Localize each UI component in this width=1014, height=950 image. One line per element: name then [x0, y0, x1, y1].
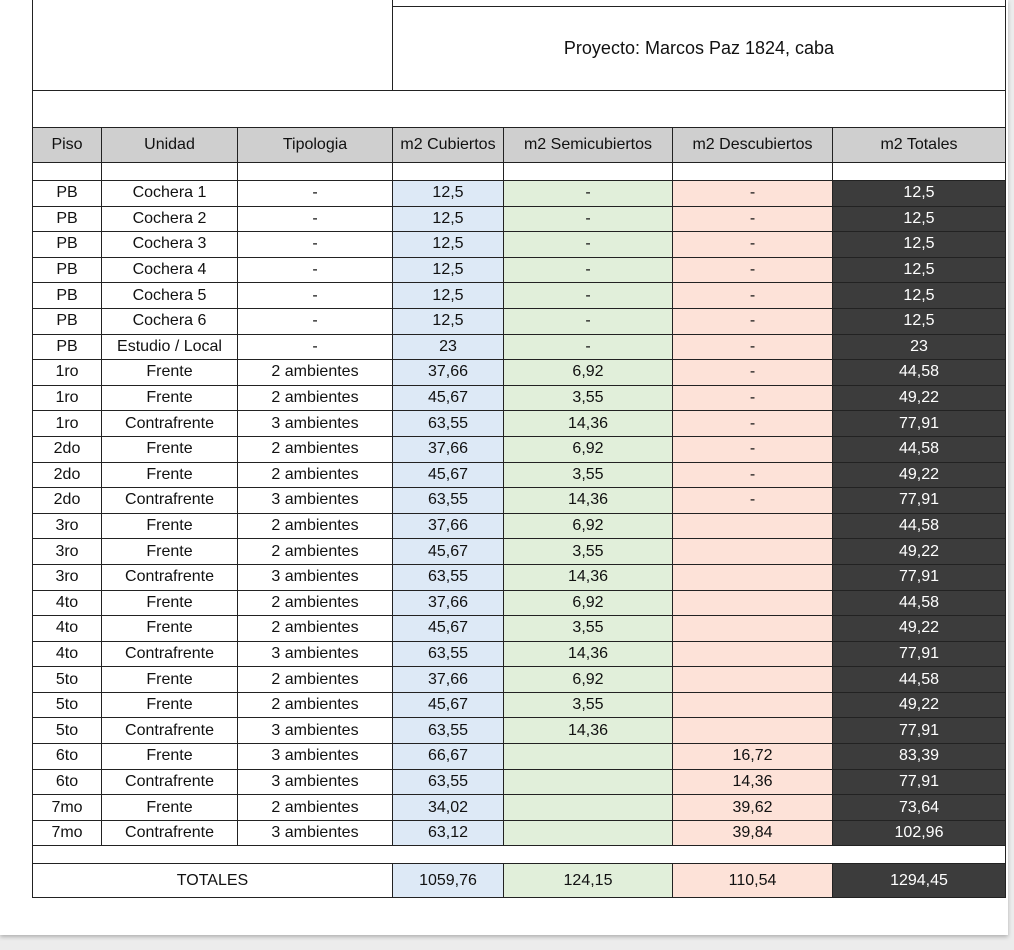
cell-semicubiertos: 6,92	[504, 590, 673, 616]
cell-semicubiertos: 3,55	[504, 616, 673, 642]
cell-cubiertos: 63,12	[393, 820, 504, 846]
table-row	[33, 564, 1006, 590]
cell-piso: 4to	[33, 590, 102, 616]
cell-descubiertos: -	[673, 411, 833, 437]
cell-descubiertos: -	[673, 385, 833, 411]
cell-cubiertos: 37,66	[393, 436, 504, 462]
cell-descubiertos: -	[673, 206, 833, 232]
cell-totales: 49,22	[833, 539, 1006, 565]
table-row	[33, 360, 1006, 386]
cell-cubiertos: 63,55	[393, 718, 504, 744]
cell-unidad: Frente	[102, 462, 238, 488]
column-header-totales: m2 Totales	[833, 128, 1006, 163]
cell-cubiertos: 37,66	[393, 667, 504, 693]
cell-cubiertos: 37,66	[393, 513, 504, 539]
cell-descubiertos: 16,72	[673, 744, 833, 770]
cell-piso: PB	[33, 283, 102, 309]
cell-totales: 44,58	[833, 360, 1006, 386]
totals-label: TOTALES	[33, 864, 393, 898]
cell-semicubiertos: -	[504, 334, 673, 360]
cell-semicubiertos	[504, 820, 673, 846]
cell-tipologia: 3 ambientes	[238, 411, 393, 437]
cell-semicubiertos: 14,36	[504, 411, 673, 437]
cell-totales: 12,5	[833, 283, 1006, 309]
cell-piso: 6to	[33, 769, 102, 795]
cell-cubiertos: 63,55	[393, 564, 504, 590]
cell-descubiertos	[673, 641, 833, 667]
table-row	[33, 616, 1006, 642]
cell-tipologia: -	[238, 257, 393, 283]
cell-tipologia: 3 ambientes	[238, 744, 393, 770]
table-row	[33, 488, 1006, 514]
cell-piso: 3ro	[33, 513, 102, 539]
cell-tipologia: 2 ambientes	[238, 360, 393, 386]
total-totales: 1294,45	[833, 864, 1006, 898]
cell-tipologia: 2 ambientes	[238, 590, 393, 616]
cell-piso: 2do	[33, 488, 102, 514]
table-row	[33, 232, 1006, 258]
cell-semicubiertos	[504, 795, 673, 821]
cell-tipologia: 3 ambientes	[238, 718, 393, 744]
cell-totales: 77,91	[833, 718, 1006, 744]
cell-unidad: Cochera 5	[102, 283, 238, 309]
column-header-tipologia: Tipologia	[238, 128, 393, 163]
cell-unidad: Frente	[102, 385, 238, 411]
cell-descubiertos: -	[673, 462, 833, 488]
table-row	[33, 513, 1006, 539]
total-semicubiertos: 124,15	[504, 864, 673, 898]
cell-piso: 4to	[33, 641, 102, 667]
table-row	[33, 436, 1006, 462]
cell-piso: PB	[33, 257, 102, 283]
column-header-unidad: Unidad	[102, 128, 238, 163]
cell-piso: 5to	[33, 692, 102, 718]
cell-cubiertos: 63,55	[393, 641, 504, 667]
cell-tipologia: 2 ambientes	[238, 385, 393, 411]
cell-semicubiertos: 14,36	[504, 564, 673, 590]
cell-descubiertos	[673, 513, 833, 539]
cell-piso: PB	[33, 232, 102, 258]
cell-totales: 73,64	[833, 795, 1006, 821]
cell-descubiertos: -	[673, 436, 833, 462]
cell-piso: 6to	[33, 744, 102, 770]
table-row	[33, 308, 1006, 334]
cell-semicubiertos: 3,55	[504, 385, 673, 411]
cell-semicubiertos: -	[504, 257, 673, 283]
table-row	[33, 539, 1006, 565]
cell-piso: PB	[33, 206, 102, 232]
cell-unidad: Frente	[102, 513, 238, 539]
table-row	[33, 641, 1006, 667]
cell-tipologia: 2 ambientes	[238, 667, 393, 693]
cell-piso: 2do	[33, 436, 102, 462]
cell-unidad: Contrafrente	[102, 718, 238, 744]
cell-piso: PB	[33, 308, 102, 334]
cell-tipologia: 2 ambientes	[238, 462, 393, 488]
cell-tipologia: 2 ambientes	[238, 616, 393, 642]
cell-piso: 7mo	[33, 795, 102, 821]
cell-cubiertos: 45,67	[393, 616, 504, 642]
cell-cubiertos: 63,55	[393, 411, 504, 437]
cell-piso: 1ro	[33, 360, 102, 386]
cell-descubiertos: -	[673, 283, 833, 309]
cell-unidad: Frente	[102, 616, 238, 642]
table-row	[33, 718, 1006, 744]
cell-totales: 44,58	[833, 436, 1006, 462]
cell-unidad: Contrafrente	[102, 488, 238, 514]
cell-semicubiertos: -	[504, 206, 673, 232]
cell-unidad: Cochera 1	[102, 181, 238, 207]
cell-semicubiertos	[504, 769, 673, 795]
cell-piso: PB	[33, 334, 102, 360]
cell-tipologia: 3 ambientes	[238, 641, 393, 667]
cell-unidad: Contrafrente	[102, 564, 238, 590]
cell-descubiertos: -	[673, 334, 833, 360]
cell-piso: 5to	[33, 667, 102, 693]
table-row	[33, 283, 1006, 309]
cell-unidad: Frente	[102, 692, 238, 718]
cell-unidad: Frente	[102, 539, 238, 565]
cell-semicubiertos: 14,36	[504, 641, 673, 667]
cell-totales: 49,22	[833, 616, 1006, 642]
cell-totales: 77,91	[833, 769, 1006, 795]
header-gap	[32, 91, 1006, 127]
totals-row	[33, 864, 1006, 898]
table-row	[33, 181, 1006, 207]
cell-totales: 12,5	[833, 181, 1006, 207]
cell-totales: 83,39	[833, 744, 1006, 770]
cell-totales: 77,91	[833, 411, 1006, 437]
table-row	[33, 257, 1006, 283]
cell-descubiertos	[673, 692, 833, 718]
cell-piso: 3ro	[33, 539, 102, 565]
cell-semicubiertos: 3,55	[504, 539, 673, 565]
cell-unidad: Frente	[102, 360, 238, 386]
cell-cubiertos: 37,66	[393, 360, 504, 386]
cell-unidad: Cochera 4	[102, 257, 238, 283]
cell-descubiertos: 14,36	[673, 769, 833, 795]
header-box	[32, 0, 1006, 91]
cell-semicubiertos: -	[504, 283, 673, 309]
cell-tipologia: 2 ambientes	[238, 513, 393, 539]
cell-unidad: Estudio / Local	[102, 334, 238, 360]
total-descubiertos: 110,54	[673, 864, 833, 898]
cell-unidad: Frente	[102, 436, 238, 462]
cell-descubiertos: 39,62	[673, 795, 833, 821]
cell-cubiertos: 45,67	[393, 692, 504, 718]
cell-totales: 44,58	[833, 513, 1006, 539]
cell-descubiertos: -	[673, 181, 833, 207]
cell-semicubiertos: 14,36	[504, 488, 673, 514]
table-row	[33, 769, 1006, 795]
cell-piso: 2do	[33, 462, 102, 488]
cell-semicubiertos: -	[504, 181, 673, 207]
project-title: Proyecto: Marcos Paz 1824, caba	[563, 38, 835, 58]
table-body	[33, 163, 1006, 846]
surface-table	[32, 127, 1006, 898]
cell-cubiertos: 12,5	[393, 257, 504, 283]
cell-totales: 23	[833, 334, 1006, 360]
cell-unidad: Contrafrente	[102, 641, 238, 667]
cell-piso: 4to	[33, 616, 102, 642]
table-row	[33, 667, 1006, 693]
spacer-row	[33, 163, 1006, 181]
cell-semicubiertos: 6,92	[504, 360, 673, 386]
cell-unidad: Frente	[102, 590, 238, 616]
cell-tipologia: 2 ambientes	[238, 539, 393, 565]
cell-totales: 49,22	[833, 385, 1006, 411]
table-row	[33, 385, 1006, 411]
cell-cubiertos: 23	[393, 334, 504, 360]
table-row	[33, 590, 1006, 616]
cell-cubiertos: 12,5	[393, 232, 504, 258]
cell-totales: 77,91	[833, 488, 1006, 514]
cell-descubiertos	[673, 564, 833, 590]
cell-piso: 1ro	[33, 385, 102, 411]
cell-cubiertos: 12,5	[393, 308, 504, 334]
cell-tipologia: 3 ambientes	[238, 564, 393, 590]
cell-cubiertos: 45,67	[393, 462, 504, 488]
table-header-row	[33, 128, 1006, 163]
project-area	[393, 0, 1005, 90]
cell-piso: 1ro	[33, 411, 102, 437]
cell-semicubiertos: 6,92	[504, 513, 673, 539]
cell-semicubiertos: 6,92	[504, 436, 673, 462]
cell-cubiertos: 63,55	[393, 769, 504, 795]
cell-totales: 77,91	[833, 641, 1006, 667]
table-footer	[33, 846, 1006, 898]
table-row	[33, 411, 1006, 437]
cell-descubiertos	[673, 667, 833, 693]
column-header-semicubiertos: m2 Semicubiertos	[504, 128, 673, 163]
spacer-row	[33, 846, 1006, 864]
cell-descubiertos: 39,84	[673, 820, 833, 846]
cell-piso: 3ro	[33, 564, 102, 590]
cell-semicubiertos: -	[504, 232, 673, 258]
cell-cubiertos: 63,55	[393, 488, 504, 514]
cell-totales: 12,5	[833, 308, 1006, 334]
divider	[393, 6, 1005, 7]
cell-cubiertos: 66,67	[393, 744, 504, 770]
table-row	[33, 744, 1006, 770]
cell-semicubiertos: 3,55	[504, 692, 673, 718]
cell-semicubiertos: 6,92	[504, 667, 673, 693]
cell-totales: 44,58	[833, 667, 1006, 693]
table-row	[33, 334, 1006, 360]
cell-piso: 5to	[33, 718, 102, 744]
cell-cubiertos: 37,66	[393, 590, 504, 616]
cell-semicubiertos: -	[504, 308, 673, 334]
cell-tipologia: 2 ambientes	[238, 692, 393, 718]
cell-unidad: Cochera 2	[102, 206, 238, 232]
cell-semicubiertos	[504, 744, 673, 770]
cell-descubiertos: -	[673, 232, 833, 258]
cell-totales: 49,22	[833, 462, 1006, 488]
table-row	[33, 206, 1006, 232]
cell-piso: 7mo	[33, 820, 102, 846]
cell-unidad: Contrafrente	[102, 820, 238, 846]
cell-descubiertos	[673, 616, 833, 642]
cell-descubiertos	[673, 718, 833, 744]
cell-descubiertos: -	[673, 257, 833, 283]
cell-tipologia: -	[238, 206, 393, 232]
cell-unidad: Cochera 6	[102, 308, 238, 334]
cell-totales: 44,58	[833, 590, 1006, 616]
cell-semicubiertos: 14,36	[504, 718, 673, 744]
cell-cubiertos: 12,5	[393, 206, 504, 232]
cell-tipologia: 3 ambientes	[238, 769, 393, 795]
cell-cubiertos: 45,67	[393, 385, 504, 411]
cell-semicubiertos: 3,55	[504, 462, 673, 488]
cell-totales: 12,5	[833, 232, 1006, 258]
cell-piso: PB	[33, 181, 102, 207]
cell-descubiertos	[673, 590, 833, 616]
cell-tipologia: -	[238, 334, 393, 360]
cell-cubiertos: 12,5	[393, 283, 504, 309]
cell-totales: 102,96	[833, 820, 1006, 846]
cell-unidad: Contrafrente	[102, 411, 238, 437]
table-row	[33, 692, 1006, 718]
column-header-descubiertos: m2 Descubiertos	[673, 128, 833, 163]
table-row	[33, 462, 1006, 488]
cell-tipologia: 2 ambientes	[238, 436, 393, 462]
table-row	[33, 795, 1006, 821]
cell-tipologia: -	[238, 308, 393, 334]
cell-tipologia: 3 ambientes	[238, 488, 393, 514]
cell-tipologia: -	[238, 181, 393, 207]
cell-tipologia: 3 ambientes	[238, 820, 393, 846]
cell-unidad: Frente	[102, 795, 238, 821]
cell-totales: 12,5	[833, 257, 1006, 283]
cell-cubiertos: 45,67	[393, 539, 504, 565]
cell-tipologia: -	[238, 232, 393, 258]
cell-unidad: Cochera 3	[102, 232, 238, 258]
cell-totales: 49,22	[833, 692, 1006, 718]
cell-totales: 77,91	[833, 564, 1006, 590]
column-header-piso: Piso	[33, 128, 102, 163]
total-cubiertos: 1059,76	[393, 864, 504, 898]
cell-descubiertos: -	[673, 360, 833, 386]
cell-descubiertos: -	[673, 308, 833, 334]
cell-cubiertos: 34,02	[393, 795, 504, 821]
cell-unidad: Contrafrente	[102, 769, 238, 795]
cell-descubiertos	[673, 539, 833, 565]
cell-cubiertos: 12,5	[393, 181, 504, 207]
cell-tipologia: 2 ambientes	[238, 795, 393, 821]
column-header-cubiertos: m2 Cubiertos	[393, 128, 504, 163]
cell-tipologia: -	[238, 283, 393, 309]
logo-area	[33, 0, 393, 90]
cell-unidad: Frente	[102, 667, 238, 693]
table-row	[33, 820, 1006, 846]
cell-descubiertos: -	[673, 488, 833, 514]
cell-totales: 12,5	[833, 206, 1006, 232]
cell-unidad: Frente	[102, 744, 238, 770]
